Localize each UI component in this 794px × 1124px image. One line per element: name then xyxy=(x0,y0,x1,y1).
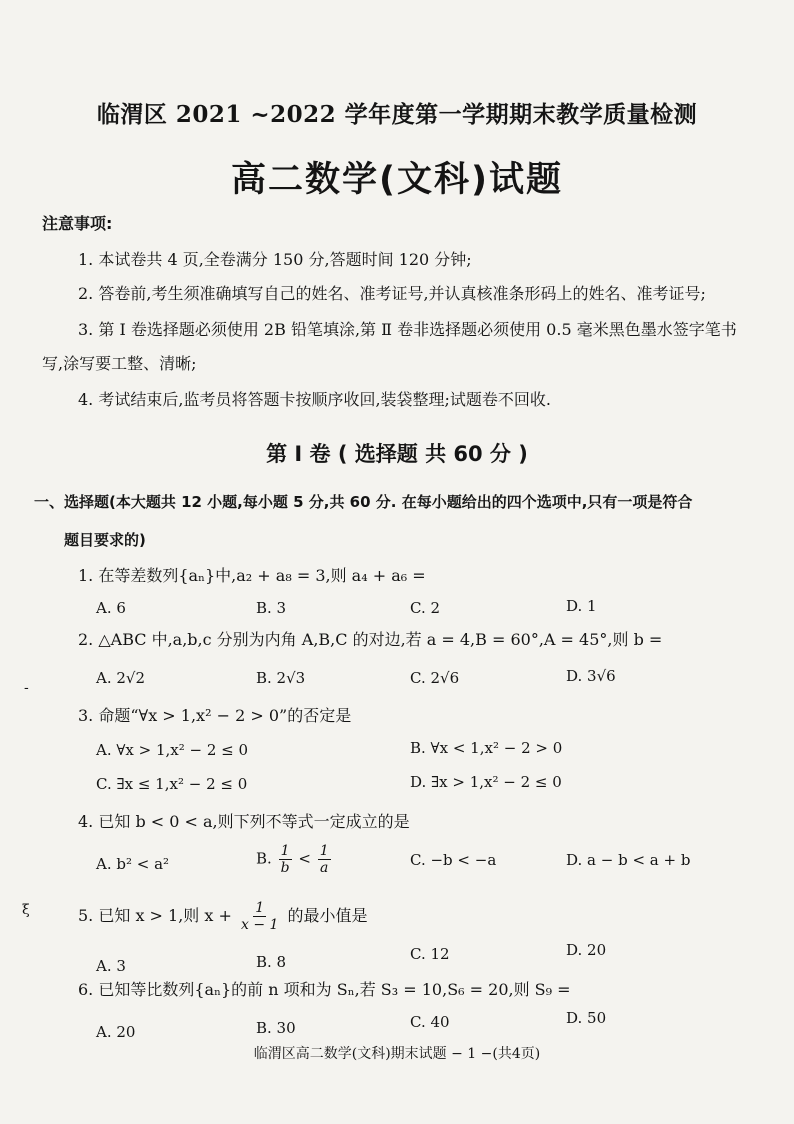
question-6-option-a: A. 20 xyxy=(96,1023,136,1041)
fraction-one-over-b xyxy=(279,843,292,876)
question-4-stem: 4. 已知 b < 0 < a,则下列不等式一定成立的是 xyxy=(78,812,410,831)
fraction-one-over-x-minus-1 xyxy=(239,900,280,933)
inequality-operator: < xyxy=(298,849,311,868)
question-2-option-d: D. 3√6 xyxy=(566,667,616,685)
section-title: 第 Ⅰ 卷 ( 选择题 共 60 分 ) xyxy=(266,442,528,466)
question-1-stem: 1. 在等差数列{aₙ}中,a₂ + a₈ = 3,则 a₄ + a₆ = xyxy=(78,566,426,585)
question-4-option-a: A. b² < a² xyxy=(96,855,170,873)
page-footer: 临渭区高二数学(文科)期末试题 − 1 −(共4页) xyxy=(253,1046,541,1062)
question-5-stem-start: 5. 已知 x > 1,则 x + xyxy=(78,906,232,925)
note-item-3: 3. 第 Ⅰ 卷选择题必须使用 2B 铅笔填涂,第 Ⅱ 卷非选择题必须使用 0.5 毫米黑色墨水签字笔书 xyxy=(78,320,737,339)
fraction-numerator: 1 xyxy=(319,843,329,859)
question-2-option-b: B. 2√3 xyxy=(256,669,306,687)
question-4-option-b-label: B. xyxy=(256,849,272,868)
question-1-option-d: D. 1 xyxy=(566,597,597,615)
note-item-2: 2. 答卷前,考生须准确填写自己的姓名、准考证号,并认真核准条形码上的姓名、准考证号; xyxy=(78,284,706,303)
question-3-option-c: C. ∃x ≤ 1,x² − 2 ≤ 0 xyxy=(96,775,248,793)
question-4-option-c: C. −b < −a xyxy=(410,851,497,869)
question-2-stem: 2. △ABC 中,a,b,c 分别为内角 A,B,C 的对边,若 a = 4,B = 60°,A = 45°,则 b = xyxy=(78,630,663,649)
question-1-option-a: A. 6 xyxy=(96,599,126,617)
fraction-denominator: x − 1 xyxy=(241,917,279,933)
exam-subject-title: 高二数学(文科)试题 xyxy=(231,160,563,200)
note-item-1: 1. 本试卷共 4 页,全卷满分 150 分,答题时间 120 分钟; xyxy=(78,250,472,269)
question-6-option-b: B. 30 xyxy=(256,1019,296,1037)
fraction-one-over-a xyxy=(318,843,331,876)
margin-mark-dash: - xyxy=(24,680,29,696)
section-instructions-line2: 题目要求的) xyxy=(64,531,146,549)
note-item-4: 4. 考试结束后,监考员将答题卡按顺序收回,装袋整理;试题卷不回收. xyxy=(78,390,552,409)
question-4-option-d: D. a − b < a + b xyxy=(566,851,691,869)
question-4-option-b xyxy=(256,843,333,876)
fraction-denominator: b xyxy=(280,860,290,876)
question-3-option-a: A. ∀x > 1,x² − 2 ≤ 0 xyxy=(96,741,249,759)
margin-mark-glyph: ξ xyxy=(22,902,30,918)
question-5-option-a: A. 3 xyxy=(96,957,126,975)
question-3-option-d: D. ∃x > 1,x² − 2 ≤ 0 xyxy=(410,773,562,791)
fraction-denominator: a xyxy=(319,860,329,876)
question-6-option-d: D. 50 xyxy=(566,1009,607,1027)
fraction-numerator: 1 xyxy=(255,900,265,916)
question-3-stem: 3. 命题“∀x > 1,x² − 2 > 0”的否定是 xyxy=(78,706,352,725)
question-1-option-b: B. 3 xyxy=(256,599,287,617)
question-5-stem xyxy=(78,900,368,933)
question-2-option-a: A. 2√2 xyxy=(96,669,146,687)
notes-heading: 注意事项: xyxy=(42,214,113,233)
question-5-stem-end: 的最小值是 xyxy=(287,906,368,925)
question-1-option-c: C. 2 xyxy=(410,599,441,617)
exam-header-title: 临渭区 2021 ~2022 学年度第一学期期末教学质量检测 xyxy=(96,101,698,128)
question-2-option-c: C. 2√6 xyxy=(410,669,460,687)
section-instructions-line1: 一、选择题(本大题共 12 小题,每小题 5 分,共 60 分. 在每小题给出的四个选项中,只有一项是符合 xyxy=(34,493,693,511)
question-3-option-b: B. ∀x < 1,x² − 2 > 0 xyxy=(410,739,563,757)
question-5-option-c: C. 12 xyxy=(410,945,450,963)
question-5-option-d: D. 20 xyxy=(566,941,607,959)
question-5-option-b: B. 8 xyxy=(256,953,287,971)
fraction-numerator: 1 xyxy=(280,843,290,859)
note-item-3-continued: 写,涂写要工整、清晰; xyxy=(42,354,197,373)
question-6-stem: 6. 已知等比数列{aₙ}的前 n 项和为 Sₙ,若 S₃ = 10,S₆ = 20,则 S₉ = xyxy=(78,980,571,999)
question-6-option-c: C. 40 xyxy=(410,1013,450,1031)
